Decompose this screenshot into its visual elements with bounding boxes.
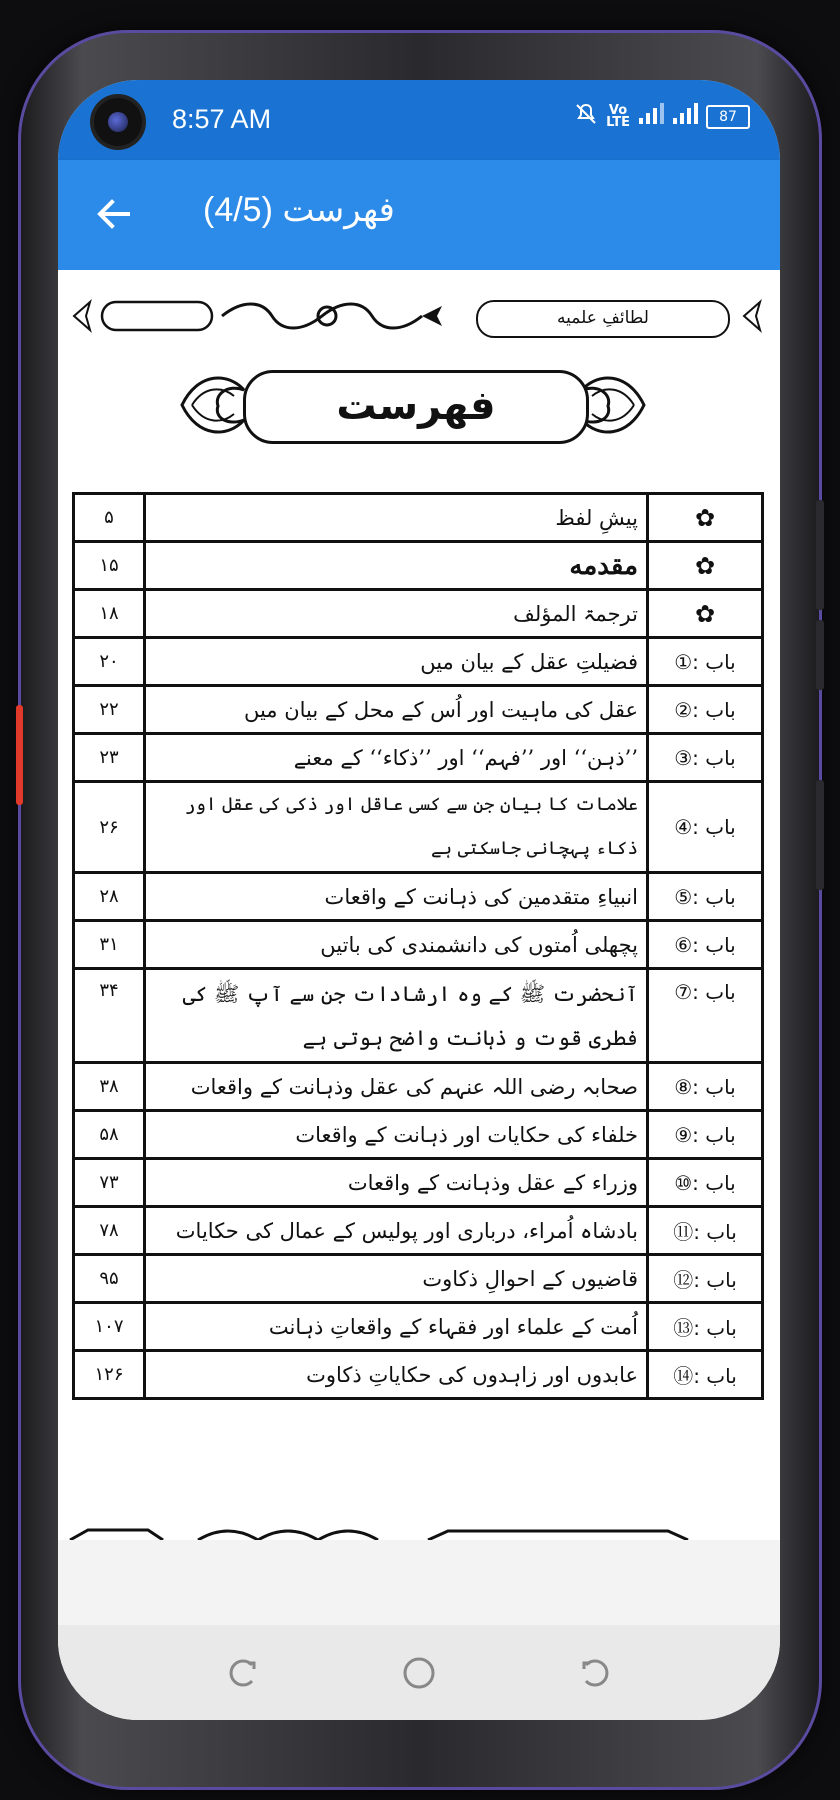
volte-top: Vo [608,102,628,118]
toc-row[interactable] [74,542,763,590]
toc-page: ۵۸ [74,1111,145,1159]
toc-row[interactable] [74,873,763,921]
toc-title: فضیلتِ عقل کے بیان میں [145,638,648,686]
toc-row[interactable] [74,921,763,969]
toc-title: اُمت کے علماء اور فقہاء کے واقعاتِ ذہانت [145,1303,648,1351]
toc-title: پیشِ لفظ [145,494,648,542]
toc-row[interactable] [74,590,763,638]
power-button[interactable] [816,780,824,890]
toc-page: ۱۸ [74,590,145,638]
toc-row[interactable] [74,1303,763,1351]
toc-title: خلفاء کی حکایات اور ذہانت کے واقعات [145,1111,648,1159]
toc-page: ۲۳ [74,734,145,782]
toc-label: باب :③ [648,734,763,782]
toc-page: ۹۵ [74,1255,145,1303]
toc-table [72,492,764,1400]
volte-bottom: LTE [606,114,630,130]
volte-icon [606,102,630,130]
toc-title: صحابہ رضی اللہ عنہم کی عقل وذہانت کے واقعات [145,1063,648,1111]
toc-label: باب :⑩ [648,1159,763,1207]
toc-label [648,590,763,638]
toc-label: باب :⑭ [648,1351,763,1399]
page-title: فهرست (4/5) [203,191,395,229]
toc-title: وزراء کے عقل وذہانت کے واقعات [145,1159,648,1207]
app-bar [58,160,780,270]
toc-page: ۷۳ [74,1159,145,1207]
flower-ornament-icon: ✿ [694,551,716,580]
signal-icon [638,103,664,130]
toc-label: باب :④ [648,782,763,873]
toc-row[interactable] [74,1111,763,1159]
toc-row[interactable] [74,734,763,782]
screen [58,80,780,1720]
toc-row[interactable] [74,1255,763,1303]
toc-page: ۵ [74,494,145,542]
volume-down-button[interactable] [816,620,824,690]
toc-label [648,494,763,542]
front-camera [94,98,142,146]
toc-label: باب :① [648,638,763,686]
toc-label: باب :② [648,686,763,734]
toc-page: ۲۲ [74,686,145,734]
toc-row[interactable] [74,686,763,734]
toc-page: ۲۸ [74,873,145,921]
recent-apps-icon[interactable] [226,1655,262,1691]
toc-label: باب :⑦ [648,969,763,1063]
toc-row[interactable] [74,782,763,873]
toc-title: عقل کی ماہیت اور اُس کے محل کے بیان میں [145,686,648,734]
toc-label: باب :⑤ [648,873,763,921]
toc-title: مقدمه [145,542,648,590]
toc-label: باب :⑨ [648,1111,763,1159]
toc-label: باب :⑬ [648,1303,763,1351]
toc-row[interactable] [74,1207,763,1255]
flower-ornament-icon: ✿ [694,503,716,532]
toc-label: باب :⑥ [648,921,763,969]
toc-title: انبیاءِ متقدمین کی ذہانت کے واقعات [145,873,648,921]
toc-title: پچھلی اُمتوں کی دانشمندی کی باتیں [145,921,648,969]
heading-cartouche [178,366,648,444]
toc-title: ترجمۃ المؤلف [145,590,648,638]
toc-title: قاضیوں کے احوالِ ذکاوت [145,1255,648,1303]
toc-page: ۷۸ [74,1207,145,1255]
toc-page: ۲۶ [74,782,145,873]
side-key[interactable] [16,705,23,805]
toc-row[interactable] [74,969,763,1063]
toc-title: عابدوں اور زاہدوں کی حکایاتِ ذکاوت [145,1351,648,1399]
home-icon[interactable] [401,1655,437,1691]
status-icons [574,102,750,131]
status-bar [58,80,780,160]
arrow-left-icon [94,194,134,234]
toc-row[interactable] [74,494,763,542]
battery-icon: 87 [706,105,750,129]
toc-page: ۳۴ [74,969,145,1063]
mute-notification-icon [574,102,598,131]
toc-row[interactable] [74,1063,763,1111]
toc-title: علامات کا بیان جن سے کسی عاقل اور ذکی کی عقل اور ذکاء پہچانی جاسکتی ہے [145,782,648,873]
toc-row[interactable] [74,1351,763,1399]
toc-page: ۳۸ [74,1063,145,1111]
status-time: 8:57 AM [172,104,272,134]
toc-title: آنحضرت ﷺ کے وہ ارشادات جن سے آپ ﷺ کی فطری قوت و ذہانت واضح ہوتی ہے [145,969,648,1063]
book-page [58,270,780,1540]
signal-icon-2 [672,103,698,130]
toc-page: ۱۰۷ [74,1303,145,1351]
volume-up-button[interactable] [816,500,824,610]
toc-label [648,542,763,590]
back-button[interactable] [88,188,140,240]
toc-title: بادشاہ اُمراء، درباری اور پولیس کے عمال کی حکایات [145,1207,648,1255]
running-header: لطائفِ علمیه [476,300,730,338]
toc-page: ۱۵ [74,542,145,590]
toc-row[interactable] [74,1159,763,1207]
toc-row[interactable] [74,638,763,686]
navigation-bar [58,1625,780,1720]
toc-page: ۳۱ [74,921,145,969]
toc-page: ۱۲۶ [74,1351,145,1399]
back-nav-icon[interactable] [576,1655,612,1691]
flower-ornament-icon: ✿ [694,599,716,628]
toc-heading: فهرست [243,370,589,444]
toc-label: باب :⑪ [648,1207,763,1255]
toc-title: ’’ذہن‘‘ اور ’’فہم‘‘ اور ’’ذکاء‘‘ کے معنے [145,734,648,782]
toc-label: باب :⑫ [648,1255,763,1303]
toc-page: ۲۰ [74,638,145,686]
next-page-ornament [68,1528,768,1540]
toc-label: باب :⑧ [648,1063,763,1111]
